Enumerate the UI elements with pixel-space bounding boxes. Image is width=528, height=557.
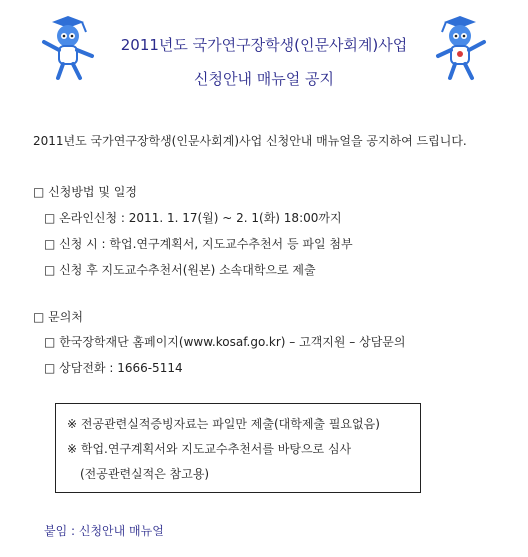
intro-text: 2011년도 국가연구장학생(인문사회계)사업 신청안내 매뉴얼을 공지하여 드립니다. <box>33 134 467 148</box>
page-subtitle: 신청안내 매뉴얼 공지 <box>194 70 334 88</box>
section-heading-schedule: □ 신청방법 및 일정 <box>33 185 137 199</box>
list-item: □ 온라인신청 : 2011. 1. 17(월) ~ 2. 1(화) 18:00까지 <box>44 211 342 225</box>
list-item: □ 한국장학재단 홈페이지(www.kosaf.go.kr) – 고객지원 – 상담문의 <box>44 335 406 349</box>
note-item: ※ 전공관련실적증빙자료는 파일만 제출(대학제출 필요없음) <box>67 417 380 431</box>
list-item: □ 신청 후 지도교수추천서(원본) 소속대학으로 제출 <box>44 263 316 277</box>
list-item: □ 상담전화 : 1666-5114 <box>44 361 183 375</box>
attachment-label: 붙임 : 신청안내 매뉴얼 <box>44 524 164 538</box>
note-item: (전공관련실적은 참고용) <box>80 467 210 481</box>
list-item: □ 신청 시 : 학업.연구계획서, 지도교수추천서 등 파일 첨부 <box>44 237 353 251</box>
section-heading-contact: □ 문의처 <box>33 310 83 324</box>
note-item: ※ 학업.연구계획서와 지도교수추천서를 바탕으로 심사 <box>67 442 352 456</box>
page-title: 2011년도 국가연구장학생(인문사회계)사업 <box>120 36 408 54</box>
